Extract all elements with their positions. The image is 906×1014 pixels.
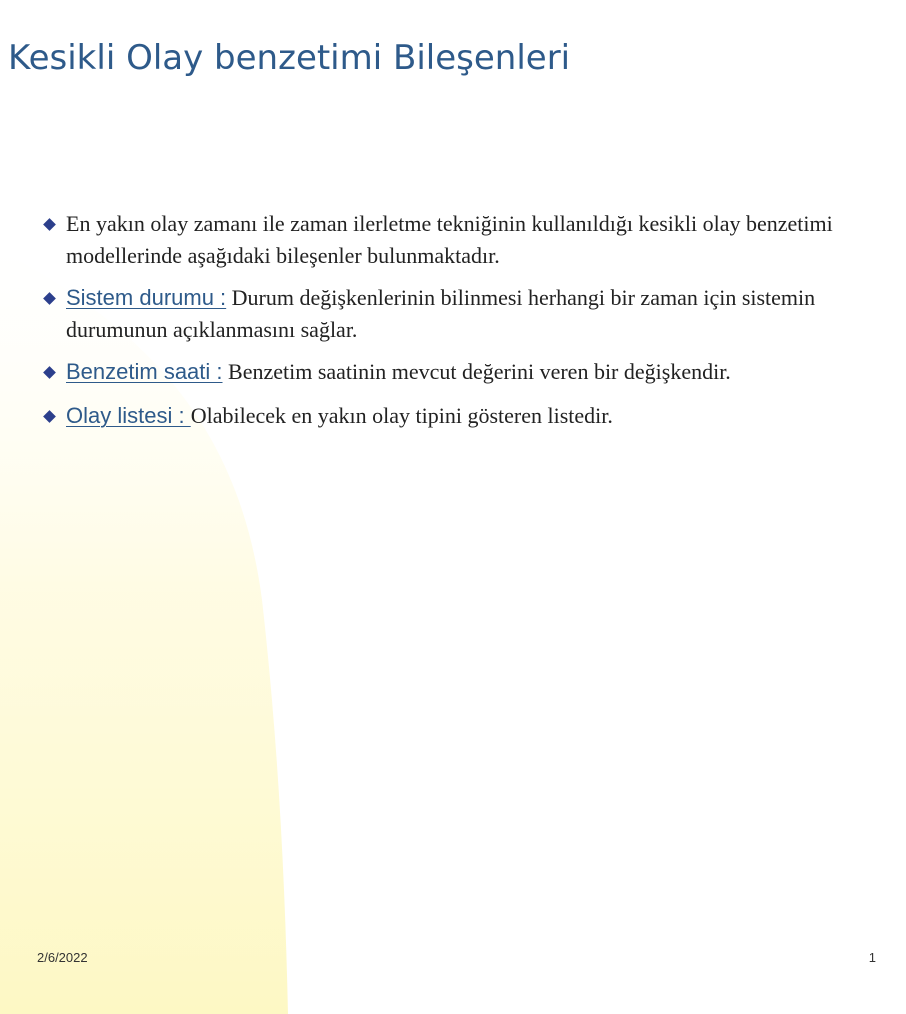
- bullet-text: Benzetim saatinin mevcut değerini veren bir değişkendir.: [222, 359, 731, 384]
- diamond-bullet-icon: [43, 292, 56, 305]
- bullet-text: Durum değişkenlerinin bilinmesi herhangi bir zaman için sistemin durumunun açıklanmasını sağlar.: [66, 285, 816, 342]
- bullet-item: [44, 282, 890, 346]
- diamond-bullet-icon: [43, 366, 56, 379]
- bullet-text: Olabilecek en yakın olay tipini gösteren listedir.: [190, 403, 613, 428]
- bullet-item: [44, 356, 890, 388]
- bullet-item: [44, 208, 890, 272]
- bullet-item: [44, 400, 890, 432]
- diamond-bullet-icon: [43, 218, 56, 231]
- footer-date: 2/6/2022: [37, 950, 88, 965]
- bullet-list: [44, 208, 890, 432]
- page-number: 1: [868, 950, 876, 965]
- slide-title: Kesikli Olay benzetimi Bileşenleri: [8, 38, 571, 78]
- bullet-term-link[interactable]: Benzetim saati :: [66, 359, 223, 384]
- bullet-term-link[interactable]: Olay listesi :: [66, 403, 191, 428]
- bullet-text: En yakın olay zamanı ile zaman ilerletme tekniğinin kullanıldığı kesikli olay benzetimi modellerinde aşağıdaki bileşenler bulunmaktadır.: [66, 211, 833, 268]
- diamond-bullet-icon: [43, 410, 56, 423]
- bullet-term-link[interactable]: Sistem durumu :: [66, 285, 227, 310]
